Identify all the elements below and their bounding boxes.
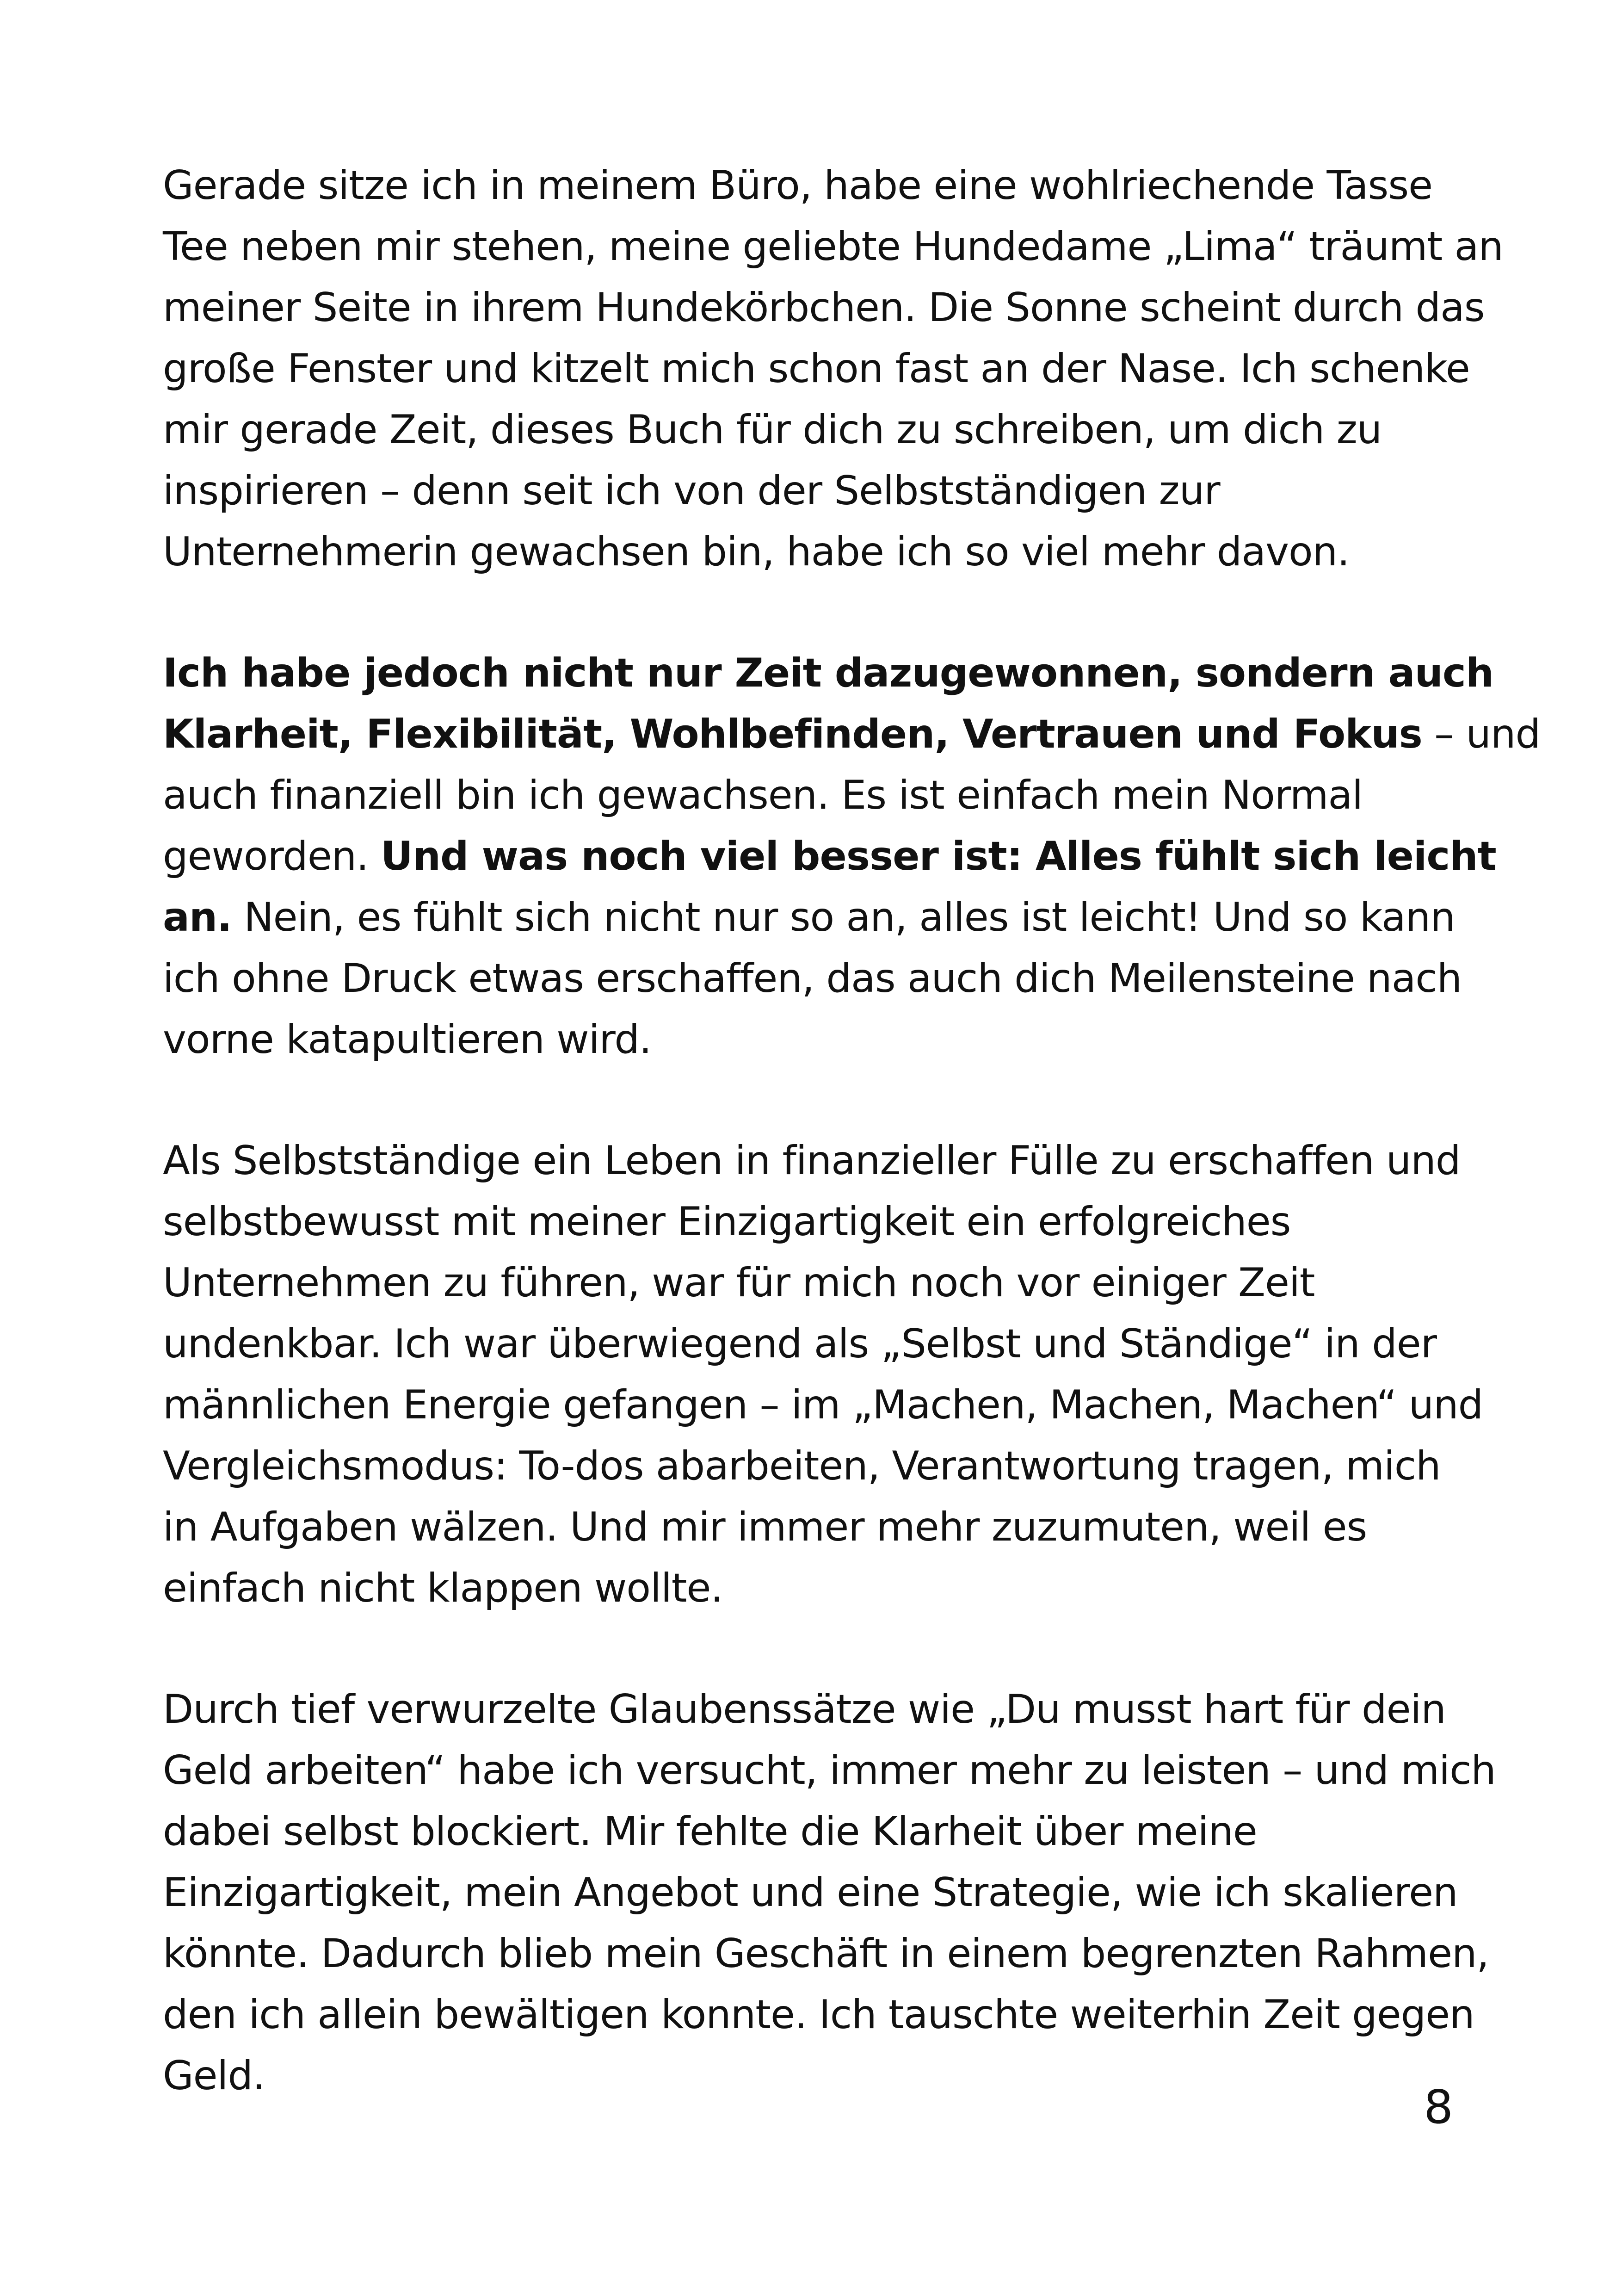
text-line	[163, 338, 1470, 399]
text-line	[163, 704, 1541, 765]
text-run: Durch tief verwurzelte Glaubenssätze wie „Du musst hart für dein	[163, 1686, 1446, 1733]
text-run: Unternehmen zu führen, war für mich noch vor einiger Zeit	[163, 1260, 1315, 1306]
text-line	[163, 521, 1467, 582]
text-line	[163, 1558, 1467, 1619]
bold-text-run: Und was noch viel besser ist: Alles fühlt sich leicht	[380, 833, 1496, 879]
text-run: inspirieren – denn seit ich von der Selbstständigen zur	[163, 468, 1220, 514]
text-line	[163, 1191, 1467, 1252]
text-run: mir gerade Zeit, dieses Buch für dich zu schreiben, um dich zu	[163, 407, 1382, 453]
text-run: Einzigartigkeit, mein Angebot und eine Strategie, wie ich skalieren	[163, 1869, 1458, 1916]
text-run: dabei selbst blockiert. Mir fehlte die Klarheit über meine	[163, 1808, 1257, 1855]
bold-text-run: Ich habe jedoch nicht nur Zeit dazugewonnen, sondern auch	[163, 650, 1494, 696]
text-run: einfach nicht klappen wollte.	[163, 1565, 723, 1611]
text-run: – und	[1422, 711, 1541, 757]
text-run: Gerade sitze ich in meinem Büro, habe eine wohlriechende Tasse	[163, 162, 1433, 209]
text-run: Tee neben mir stehen, meine geliebte Hundedame „Lima“ träumt an	[163, 223, 1503, 270]
text-line	[163, 887, 1467, 948]
paragraph	[163, 1679, 1496, 2106]
paragraph	[163, 155, 1503, 582]
text-run: den ich allein bewältigen konnte. Ich tauschte weiterhin Zeit gegen	[163, 1992, 1474, 2038]
text-run: vorne katapultieren wird.	[163, 1016, 652, 1063]
text-run: undenkbar. Ich war überwiegend als „Selbst und Ständige“ in der	[163, 1321, 1437, 1367]
paragraph	[163, 643, 1541, 1070]
text-run: Geld.	[163, 2053, 265, 2099]
text-run: meiner Seite in ihrem Hundekörbchen. Die Sonne scheint durch das	[163, 285, 1485, 331]
text-run: selbstbewusst mit meiner Einzigartigkeit ein erfolgreiches	[163, 1199, 1291, 1245]
text-run: in Aufgaben wälzen. Und mir immer mehr zuzumuten, weil es	[163, 1504, 1367, 1550]
text-line	[163, 948, 1467, 1009]
text-line	[163, 277, 1485, 338]
text-line	[163, 643, 1494, 704]
bold-text-run: an.	[163, 894, 232, 941]
text-run: geworden.	[163, 833, 381, 879]
text-line	[163, 216, 1503, 277]
text-run: große Fenster und kitzelt mich schon fast an der Nase. Ich schenke	[163, 346, 1470, 392]
text-run: Vergleichsmodus: To-dos abarbeiten, Verantwortung tragen, mich	[163, 1443, 1441, 1489]
page-number: 8	[1424, 2080, 1453, 2134]
text-line	[163, 1436, 1467, 1497]
text-run: Als Selbstständige ein Leben in finanzieller Fülle zu erschaffen und	[163, 1138, 1461, 1184]
text-line	[163, 2045, 1467, 2106]
text-run: männlichen Energie gefangen – im „Machen, Machen, Machen“ und	[163, 1382, 1483, 1428]
paragraph	[163, 1130, 1483, 1619]
text-line	[163, 1374, 1483, 1436]
text-line	[163, 765, 1467, 826]
text-line	[163, 1009, 1467, 1070]
text-line	[163, 155, 1467, 216]
bold-text-run: Klarheit, Flexibilität, Wohlbefinden, Vertrauen und Fokus	[163, 711, 1422, 757]
text-line	[163, 1679, 1467, 1740]
text-run: Unternehmerin gewachsen bin, habe ich so viel mehr davon.	[163, 529, 1350, 575]
text-line	[163, 826, 1496, 887]
text-run: könnte. Dadurch blieb mein Geschäft in einem begrenzten Rahmen,	[163, 1931, 1489, 1977]
text-line	[163, 1313, 1467, 1374]
text-line	[163, 1923, 1489, 1984]
text-line	[163, 1252, 1467, 1313]
text-line	[163, 1497, 1467, 1558]
text-line	[163, 1862, 1467, 1923]
text-line	[163, 1984, 1474, 2045]
text-run: auch finanziell bin ich gewachsen. Es ist einfach mein Normal	[163, 772, 1363, 818]
text-line	[163, 1740, 1496, 1801]
text-run: Nein, es fühlt sich nicht nur so an, alles ist leicht! Und so kann	[231, 894, 1455, 941]
text-run: Geld arbeiten“ habe ich versucht, immer mehr zu leisten – und mich	[163, 1747, 1496, 1794]
text-line	[163, 399, 1467, 460]
text-line	[163, 1801, 1467, 1862]
text-line	[163, 1130, 1467, 1191]
body-text	[163, 155, 1541, 2106]
text-line	[163, 460, 1467, 521]
text-run: ich ohne Druck etwas erschaffen, das auch dich Meilensteine nach	[163, 955, 1462, 1002]
